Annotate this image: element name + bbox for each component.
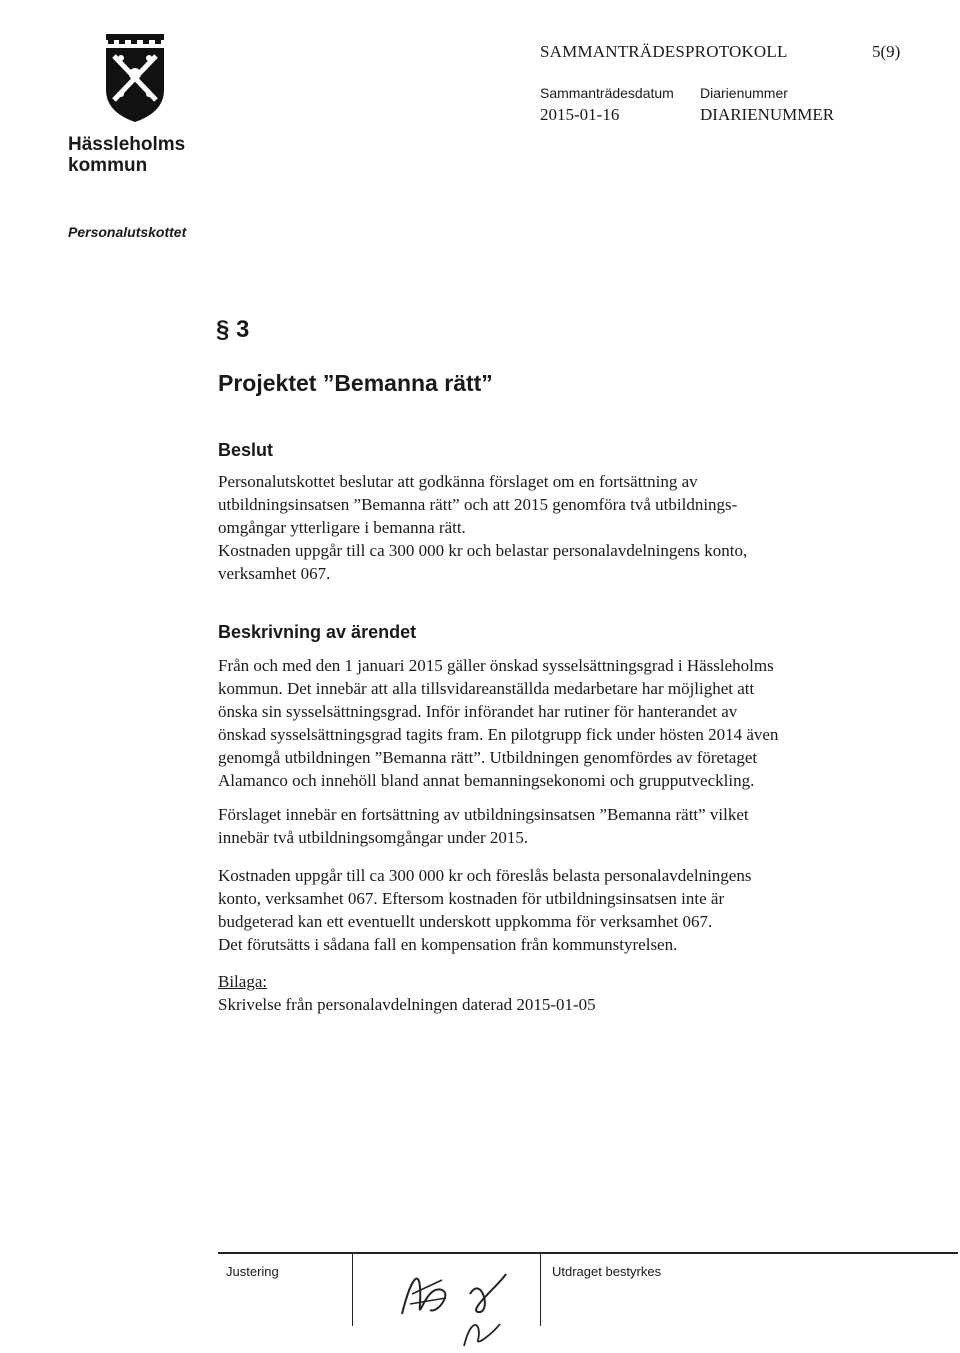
committee-name: Personalutskottet	[68, 224, 187, 240]
description-paragraph-1	[218, 654, 858, 792]
meeting-date-label: Sammanträdesdatum	[540, 85, 674, 101]
description-line: innebär två utbildningsomgångar under 2015.	[218, 828, 529, 847]
org-name-line1: Hässleholms	[68, 134, 186, 155]
description-line: Alamanco och innehöll bland annat bemanningsekonomi och grupputveckling.	[218, 771, 755, 790]
decision-line: utbildningsinsatsen ”Bemanna rätt” och att 2015 genomföra två utbildnings-	[218, 495, 738, 514]
footer-column-divider	[540, 1254, 541, 1326]
footer-divider	[218, 1252, 958, 1254]
paragraph-number: § 3	[216, 316, 250, 343]
organization-name	[68, 134, 268, 176]
section-title: Projektet ”Bemanna rätt”	[218, 370, 493, 396]
decision-line: Personalutskottet beslutar att godkänna förslaget om en fortsättning av	[218, 472, 698, 491]
decision-text	[218, 470, 858, 585]
footer-column-divider	[352, 1254, 353, 1326]
attachment-text: Skrivelse från personalavdelningen daterad 2015-01-05	[218, 995, 596, 1014]
org-name-line2: kommun	[68, 155, 148, 176]
decision-line: omgångar ytterligare i bemanna rätt.	[218, 518, 466, 537]
decision-line: Kostnaden uppgår till ca 300 000 kr och belastar personalavdelningens konto,	[218, 541, 748, 560]
description-line: genomgå utbildningen ”Bemanna rätt”. Utbildningen genomfördes av företaget	[218, 748, 758, 767]
municipality-crest-logo	[104, 34, 166, 122]
attachment-block	[218, 970, 858, 1016]
description-line: Det förutsätts i sådana fall en kompensation från kommunstyrelsen.	[218, 935, 678, 954]
decision-heading: Beslut	[218, 440, 274, 460]
description-line: önska sin sysselsättningsgrad. Inför införandet har rutiner för hanterandet av	[218, 702, 738, 721]
description-line: Kostnaden uppgår till ca 300 000 kr och föreslås belasta personalavdelningens	[218, 866, 752, 885]
description-heading: Beskrivning av ärendet	[218, 622, 417, 642]
decision-line: verksamhet 067.	[218, 564, 331, 583]
diary-number-value: DIARIENUMMER	[700, 105, 835, 124]
handwritten-initials-signature	[382, 1254, 532, 1350]
attachment-label: Bilaga:	[218, 972, 268, 991]
description-line: konto, verksamhet 067. Eftersom kostnaden för utbildningsinsatsen inte är	[218, 889, 725, 908]
meeting-date-value: 2015-01-16	[540, 105, 620, 124]
adjustment-label: Justering	[226, 1264, 279, 1279]
description-line: Från och med den 1 januari 2015 gäller önskad sysselsättningsgrad i Hässleholms	[218, 656, 774, 675]
description-line: önskad sysselsättningsgrad tagits fram. En pilotgrupp fick under hösten 2014 även	[218, 725, 779, 744]
description-paragraph-2	[218, 803, 858, 849]
description-paragraph-3	[218, 864, 858, 956]
certified-extract-label: Utdraget bestyrkes	[552, 1264, 662, 1279]
page-number: 5(9)	[872, 42, 901, 61]
document-title: SAMMANTRÄDESPROTOKOLL	[540, 42, 788, 61]
description-line: kommun. Det innebär att alla tillsvidareanställda medarbetare har möjlighet att	[218, 679, 755, 698]
description-line: Förslaget innebär en fortsättning av utbildningsinsatsen ”Bemanna rätt” vilket	[218, 805, 749, 824]
diary-number-label: Diarienummer	[700, 85, 788, 101]
description-line: budgeterad kan ett eventuellt underskott uppkomma för verksamhet 067.	[218, 912, 713, 931]
